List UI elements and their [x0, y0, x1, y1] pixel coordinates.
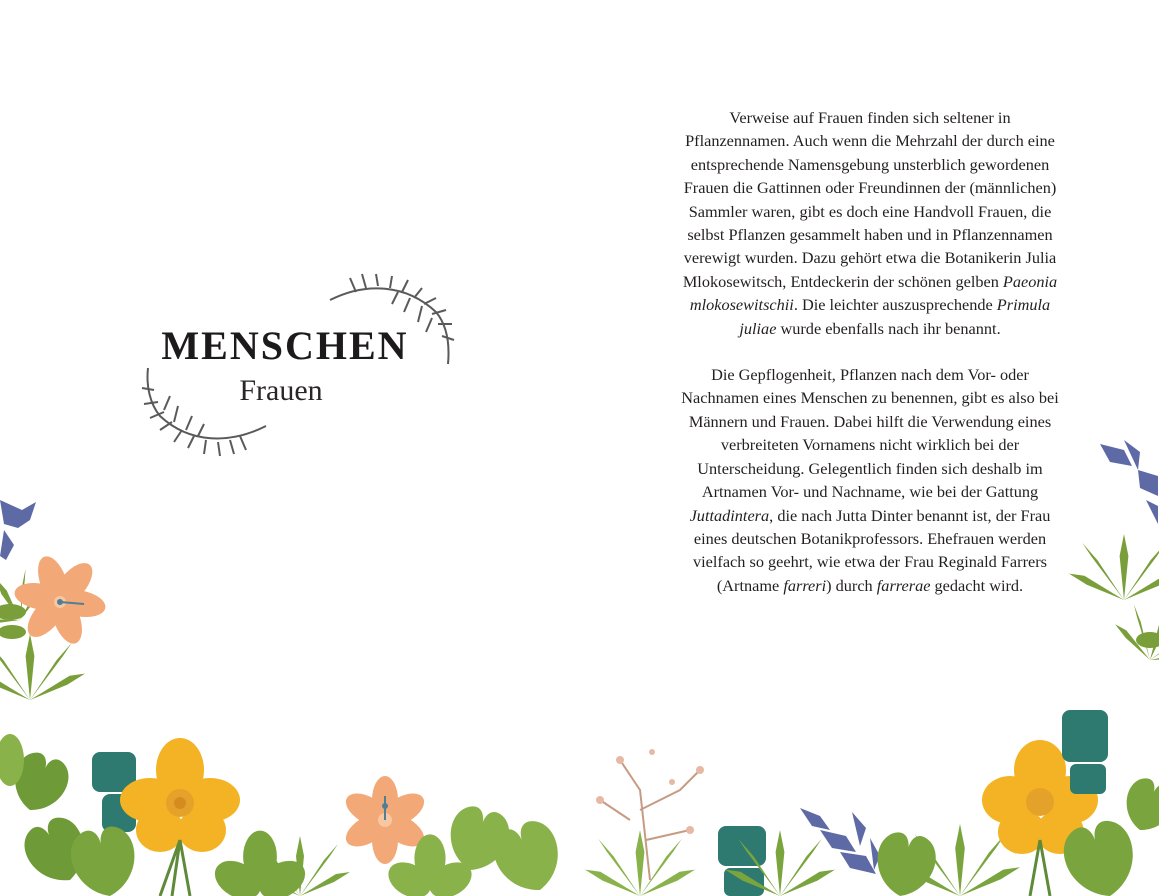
text-segment: gedacht wird. — [930, 575, 1024, 595]
paragraph-1 — [680, 106, 1060, 340]
italic-taxon: Primula juliae — [739, 295, 1051, 338]
blue-flower-spike-icon — [800, 808, 880, 874]
chapter-subheading: Frauen — [239, 374, 323, 407]
bottom-leaves-2-icon — [382, 802, 695, 896]
text-segment: . Die leichter auszusprechende — [793, 295, 997, 315]
bottom-leaves-3-icon — [725, 824, 1020, 896]
italic-taxon: farreri — [783, 575, 827, 595]
italic-taxon: Juttadintera — [689, 505, 770, 525]
text-segment: Verweise auf Frauen finden sich seltener in Pflanzennamen. Auch wenn die Mehrzahl der durch eine entsprechende Namensgebung unsterblich gewordenen Frauen die Gattinnen oder Freundinnen der (männlichen) Sammler waren, gibt es doch eine Handvoll Frauen, die selbst Pflanzen gesammelt haben und in Pflanzennamen verewigt wurden. Dazu gehört etwa die Botanikerin Julia Mlokosewitsch, Entdeckerin der schönen gelben — [682, 108, 1057, 291]
italic-taxon: Paeonia mlokosewitschii — [689, 271, 1058, 315]
italic-taxon: farrerae — [876, 575, 931, 595]
blue-flower-right-icon — [1100, 440, 1158, 524]
text-segment: wurde ebenfalls nach ihr benannt. — [776, 318, 1001, 338]
paragraph-2 — [680, 363, 1060, 597]
chapter-heading: MENSCHEN — [161, 323, 409, 368]
blue-flower-left-icon — [0, 500, 36, 560]
text-segment: , die nach Jutta Dinter benannt ist, der Frau eines deutschen Botanikprofessors. Ehefrauen werden vielfach so geehrt, wie etwa der Frau Reginald Farrers (Artname — [693, 505, 1051, 595]
body-text — [680, 106, 1060, 597]
pink-buds-icon — [596, 749, 704, 834]
chapter-title-block — [140, 272, 460, 462]
bottom-plant-band — [67, 710, 1159, 896]
right-leaves-icon — [1069, 534, 1159, 675]
right-edge-plants — [1069, 440, 1159, 675]
text-segment: Die Gepflogenheit, Pflanzen nach dem Vor- oder Nachnamen eines Menschen zu benennen, gibt es also bei Männern und Frauen. Dabei hilft die Verwendung eines verbreiteten Vornamens nicht wirklich bei der Unterscheidung. Gelegentlich finden sich deshalb im Artnamen Vor- und Nachname, wie bei der Gattung — [681, 365, 1059, 502]
text-segment: ) durch — [826, 575, 877, 595]
peach-flower-left-icon — [12, 552, 107, 647]
